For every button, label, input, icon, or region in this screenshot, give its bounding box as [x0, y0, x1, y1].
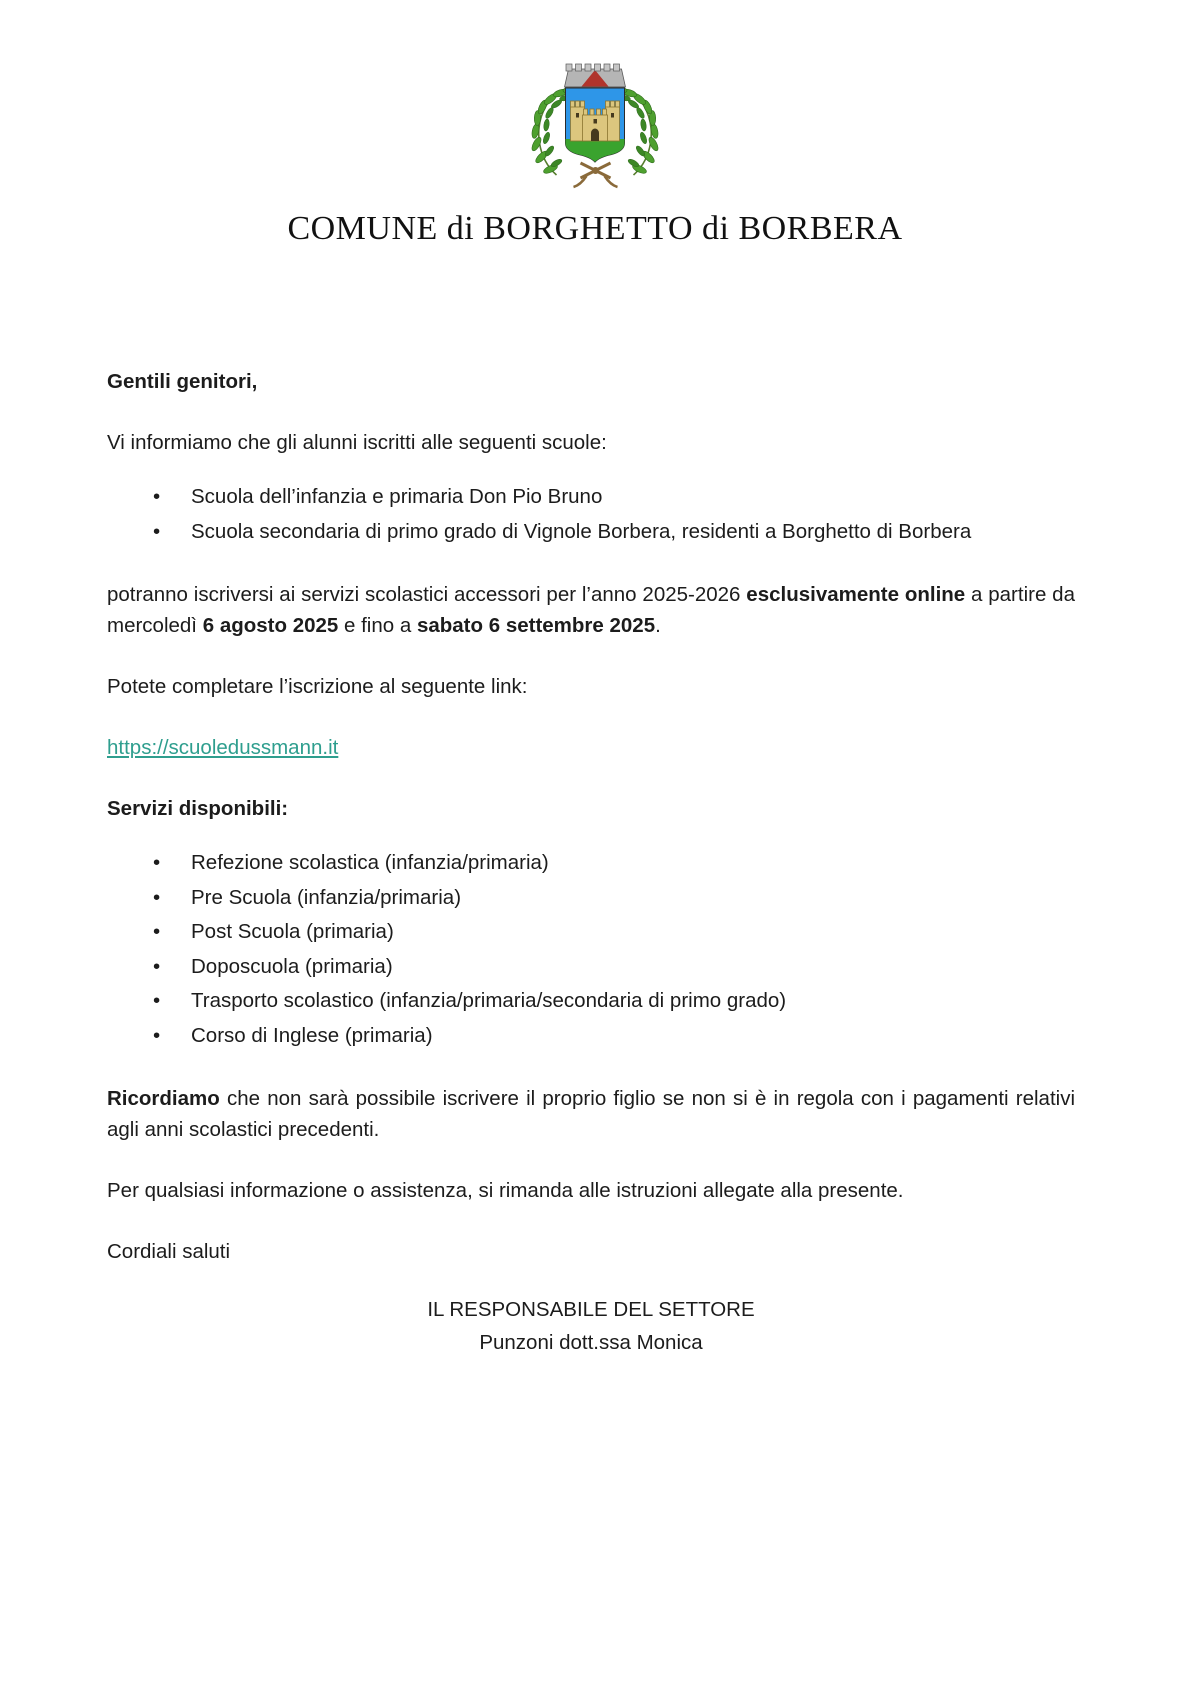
info-paragraph: Per qualsiasi informazione o assistenza, si rimanda alle istruzioni allegate alla presente.	[107, 1179, 904, 1202]
page-title: COMUNE di BORGHETTO di BORBERA	[287, 210, 903, 247]
list-item	[153, 480, 1075, 515]
service-item-label: Refezione scolastica (infanzia/primaria)	[191, 851, 549, 874]
service-item-label: Post Scuola (primaria)	[191, 920, 394, 943]
services-heading: Servizi disponibili:	[107, 797, 289, 820]
enrollment-text: a partire da mercoledì	[107, 583, 1075, 637]
bullet-icon: •	[153, 851, 161, 874]
link-intro-paragraph: Potete completare l’iscrizione al seguente link:	[107, 675, 528, 698]
bullet-icon: •	[153, 485, 161, 508]
enrollment-text: potranno iscriversi ai servizi scolastici accessori per l’anno 2025-2026	[107, 583, 747, 606]
service-item-label: Pre Scuola (infanzia/primaria)	[191, 885, 462, 909]
shield-icon	[566, 88, 625, 162]
service-item-label: Corso di Inglese (primaria)	[191, 1023, 433, 1047]
services-list	[107, 846, 1075, 1053]
signature-role: IL RESPONSABILE DEL SETTORE	[427, 1298, 755, 1321]
enrollment-bold-online: esclusivamente online	[746, 583, 966, 606]
list-item	[153, 881, 1075, 916]
enrollment-end-date: sabato 6 settembre 2025	[416, 614, 656, 637]
reminder-bold: Ricordiamo	[107, 1087, 220, 1110]
list-item	[153, 515, 1075, 550]
enrollment-text: e fino a	[338, 614, 417, 637]
bullet-icon: •	[153, 885, 161, 909]
signature-block	[107, 1293, 1075, 1359]
schools-list	[107, 480, 1075, 549]
list-item	[153, 846, 1075, 881]
reminder-paragraph	[107, 1083, 1075, 1145]
salutation: Gentili genitori,	[107, 370, 258, 393]
bullet-icon: •	[153, 954, 161, 978]
list-item	[153, 950, 1075, 985]
link-paragraph	[107, 732, 1075, 763]
enrollment-paragraph	[107, 579, 1075, 641]
list-item	[153, 984, 1075, 1019]
closing: Cordiali saluti	[107, 1240, 231, 1263]
school-item-label: Scuola secondaria di primo grado di Vignole Borbera, residenti a Borghetto di Borbera	[191, 519, 972, 543]
mural-crown-icon	[565, 64, 626, 87]
ribbon-icon	[574, 163, 618, 187]
coat-of-arms	[513, 57, 678, 192]
bullet-icon: •	[153, 989, 161, 1012]
school-item-label: Scuola dell’infanzia e primaria Don Pio Bruno	[191, 485, 603, 508]
letter-body	[107, 366, 1075, 1359]
service-item-label: Doposcuola (primaria)	[191, 954, 393, 978]
service-item-label: Trasporto scolastico (infanzia/primaria/secondaria di primo grado)	[191, 989, 787, 1012]
list-item	[153, 915, 1075, 950]
enrollment-text: .	[655, 614, 661, 637]
bullet-icon: •	[153, 519, 161, 543]
enrollment-link[interactable]: https://scuoledussmann.it	[107, 736, 339, 759]
enrollment-start-date: 6 agosto 2025	[202, 614, 339, 637]
bullet-icon: •	[153, 920, 161, 943]
signature-name: Punzoni dott.ssa Monica	[479, 1331, 703, 1354]
list-item	[153, 1019, 1075, 1054]
reminder-text: che non sarà possibile iscrivere il proprio figlio se non si è in regola con i pagamenti relativi agli anni scolastici precedenti.	[107, 1087, 1075, 1141]
intro-paragraph: Vi informiamo che gli alunni iscritti alle seguenti scuole:	[107, 431, 607, 454]
bullet-icon: •	[153, 1023, 161, 1047]
